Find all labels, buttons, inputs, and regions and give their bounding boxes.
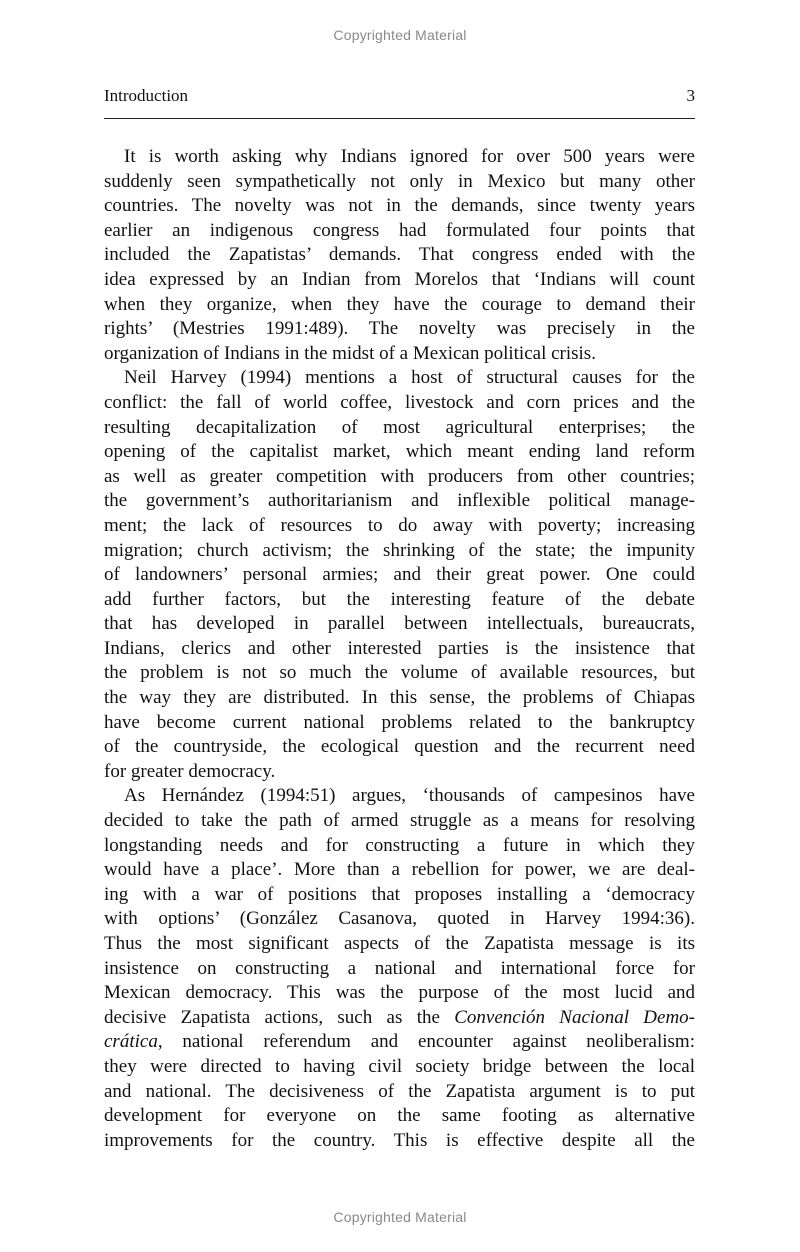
text-line: for greater democracy. <box>104 760 276 782</box>
text-line: decided to take the path of armed struggle as a means for resolving <box>104 810 695 832</box>
text-line: Indians, clerics and other interested parties is the insistence that <box>104 637 695 659</box>
text-line: crática, national referendum and encounter against neoliberalism: <box>104 1031 695 1053</box>
text-line: longstanding needs and for constructing a future in which they <box>104 834 695 856</box>
chapter-title: Introduction <box>104 86 189 105</box>
text-line: that has developed in parallel between intellectuals, bureaucrats, <box>104 613 695 635</box>
header-rule <box>104 118 695 119</box>
text-line: ment; the lack of resources to do away with poverty; increasing <box>104 514 695 536</box>
text-line: suddenly seen sympathetically not only in Mexico but many other <box>104 170 695 192</box>
text-line: idea expressed by an Indian from Morelos that ‘Indians will count <box>104 268 695 290</box>
text-line: the problem is not so much the volume of available resources, but <box>104 662 695 684</box>
text-line: resulting decapitalization of most agricultural enterprises; the <box>104 416 695 438</box>
text-line: of the countryside, the ecological question and the recurrent need <box>104 736 695 758</box>
book-title-italic: crática <box>104 1031 158 1053</box>
text-line: decisive Zapatista actions, such as the Convención Nacional Demo- <box>104 1006 695 1028</box>
text-line: development for everyone on the same footing as alternative <box>104 1105 695 1127</box>
text-line: organization of Indians in the midst of a Mexican political crisis. <box>104 342 596 364</box>
text-line: improvements for the country. This is effective despite all the <box>104 1129 695 1151</box>
text-line: earlier an indigenous congress had formulated four points that <box>104 219 695 241</box>
text-line: the way they are distributed. In this sense, the problems of Chiapas <box>104 687 695 709</box>
body-text <box>104 145 695 1153</box>
text-line: and national. The decisiveness of the Zapatista argument is to put <box>104 1080 695 1102</box>
text-line: they were directed to having civil society bridge between the local <box>104 1055 695 1077</box>
text-line: As Hernández (1994:51) argues, ‘thousands of campesinos have <box>124 785 695 807</box>
text-line: would have a place’. More than a rebellion for power, we are deal- <box>104 859 695 881</box>
text-line: It is worth asking why Indians ignored for over 500 years were <box>124 146 695 167</box>
book-title-italic: Convención Nacional Demo- <box>454 1006 695 1028</box>
text-line: Neil Harvey (1994) mentions a host of structural causes for the <box>124 367 695 389</box>
text-line: conflict: the fall of world coffee, livestock and corn prices and the <box>104 391 695 413</box>
text-line: countries. The novelty was not in the demands, since twenty years <box>104 195 695 217</box>
page-number: 3 <box>686 86 695 105</box>
text-line: included the Zapatistas’ demands. That congress ended with the <box>104 244 695 266</box>
text-line: Mexican democracy. This was the purpose of the most lucid and <box>104 982 695 1004</box>
copyright-watermark-top: Copyrighted Material <box>333 27 467 43</box>
text-line: opening of the capitalist market, which meant ending land reform <box>104 441 695 463</box>
text-line: migration; church activism; the shrinking of the state; the impunity <box>104 539 695 561</box>
copyright-watermark-bottom: Copyrighted Material <box>333 1209 467 1225</box>
text-line: ing with a war of positions that proposes installing a ‘democracy <box>104 883 695 905</box>
text-line: add further factors, but the interesting feature of the debate <box>104 588 695 610</box>
text-line: with options’ (González Casanova, quoted in Harvey 1994:36). <box>104 908 695 930</box>
text-line: the government’s authoritarianism and inflexible political manage- <box>104 490 695 512</box>
text-line: Thus the most significant aspects of the Zapatista message is its <box>104 933 695 954</box>
text-line: of landowners’ personal armies; and their great power. One could <box>104 564 695 586</box>
text-line: rights’ (Mestries 1991:489). The novelty was precisely in the <box>104 318 695 340</box>
text-line: when they organize, when they have the courage to demand their <box>104 293 695 315</box>
text-line: have become current national problems related to the bankruptcy <box>104 711 695 733</box>
text-line: as well as greater competition with producers from other countries; <box>104 465 695 487</box>
text-line: insistence on constructing a national and international force for <box>104 957 695 979</box>
